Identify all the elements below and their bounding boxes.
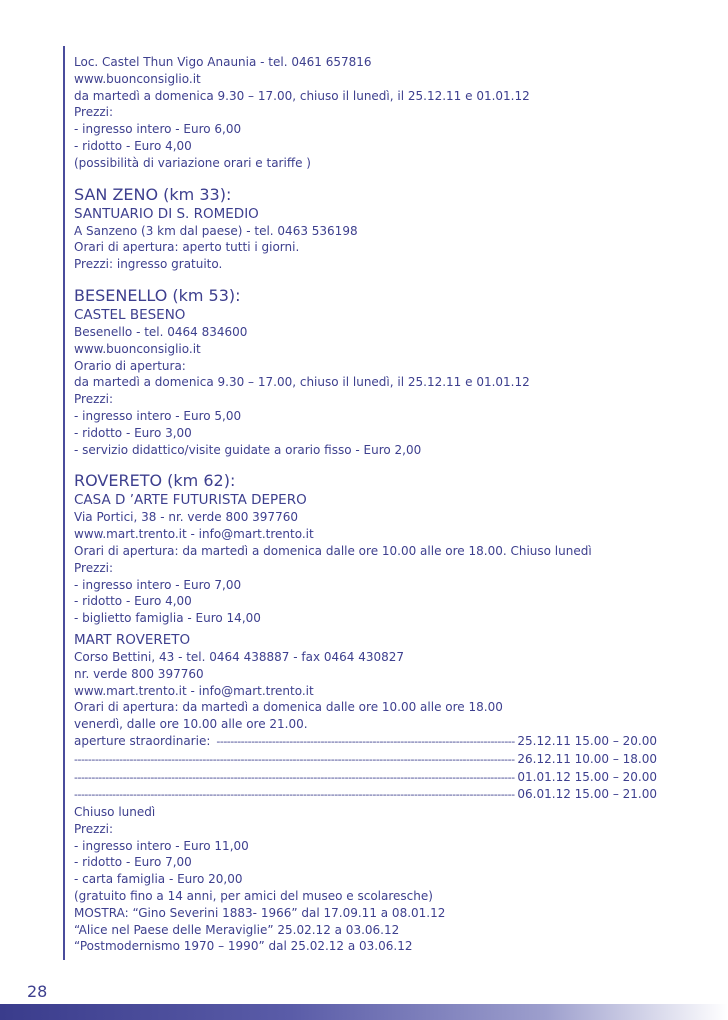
text-line: venerdì, dalle ore 10.00 alle ore 21.00. [74, 717, 308, 732]
dotted-leader [74, 752, 515, 769]
section-rovereto [74, 471, 674, 955]
text-line: - carta famiglia - Euro 20,00 [74, 872, 243, 887]
special-opening-date: 26.12.11 10.00 – 18.00 [517, 751, 657, 766]
text-line: Via Portici, 38 - nr. verde 800 397760 [74, 510, 298, 525]
text-line: (possibilità di variazione orari e tariffe ) [74, 155, 311, 170]
section-title: ROVERETO (km 62): [74, 471, 236, 491]
section-title: SAN ZENO (km 33): [74, 184, 232, 204]
special-opening-row [74, 786, 657, 804]
text-line: Prezzi: [74, 821, 114, 836]
text-line: Besenello - tel. 0464 834600 [74, 324, 248, 339]
text-line: - ridotto - Euro 4,00 [74, 138, 192, 153]
special-opening-date: 01.01.12 15.00 – 20.00 [517, 769, 657, 784]
special-opening-date: 25.12.11 15.00 – 20.00 [517, 733, 657, 748]
text-line: Prezzi: [74, 560, 114, 575]
special-opening-row [74, 751, 657, 769]
intro-block [74, 54, 674, 172]
dotted-leader [216, 734, 515, 751]
special-opening-row [74, 733, 657, 751]
text-line: - ingresso intero - Euro 5,00 [74, 408, 242, 423]
text-line: Prezzi: [74, 392, 114, 407]
section-besenello [74, 286, 674, 458]
text-line: Prezzi: [74, 105, 114, 120]
text-line: da martedì a domenica 9.30 – 17.00, chiuso il lunedì, il 25.12.11 e 01.01.12 [74, 88, 530, 103]
text-line: MOSTRA: “Gino Severini 1883- 1966” dal 17.09.11 a 08.01.12 [74, 905, 446, 920]
text-line: Orari di apertura: da martedì a domenica dalle ore 10.00 alle ore 18.00 [74, 700, 503, 715]
text-line: (gratuito fino a 14 anni, per amici del museo e scolaresche) [74, 889, 433, 904]
text-line: - ingresso intero - Euro 11,00 [74, 838, 249, 853]
text-line: - ingresso intero - Euro 7,00 [74, 577, 242, 592]
text-line: - biglietto famiglia - Euro 14,00 [74, 611, 261, 626]
special-opening-date: 06.01.12 15.00 – 21.00 [517, 787, 657, 802]
venue-name: MART ROVERETO [74, 631, 191, 648]
text-line: Orari di apertura: da martedì a domenica dalle ore 10.00 alle ore 18.00. Chiuso lunedì [74, 543, 592, 558]
special-opening-row [74, 769, 657, 787]
text-line: “Alice nel Paese delle Meraviglie” 25.02.12 a 03.06.12 [74, 922, 400, 937]
text-line: Orari di apertura: aperto tutti i giorni. [74, 240, 300, 255]
dotted-leader [74, 770, 515, 787]
website-link[interactable]: www.mart.trento.it - info@mart.trento.it [74, 527, 314, 542]
venue-name: SANTUARIO DI S. ROMEDIO [74, 205, 259, 222]
text-line: - ridotto - Euro 3,00 [74, 425, 192, 440]
text-line: A Sanzeno (3 km dal paese) - tel. 0463 536198 [74, 223, 358, 238]
text-line: nr. verde 800 397760 [74, 666, 204, 681]
text-line: - ridotto - Euro 4,00 [74, 594, 192, 609]
text-line: Chiuso lunedì [74, 805, 156, 820]
text-line: - ingresso intero - Euro 6,00 [74, 122, 242, 137]
text-line: Corso Bettini, 43 - tel. 0464 438887 - fax 0464 430827 [74, 649, 405, 664]
website-link[interactable]: www.buonconsiglio.it [74, 71, 201, 86]
special-opening-label: aperture straordinarie: [74, 733, 211, 748]
venue-name: CASA D ’ARTE FUTURISTA DEPERO [74, 492, 307, 509]
page-number: 28 [27, 982, 48, 1001]
text-line: - ridotto - Euro 7,00 [74, 855, 192, 870]
text-line: - servizio didattico/visite guidate a orario fisso - Euro 2,00 [74, 442, 422, 457]
dotted-leader [74, 787, 515, 804]
text-line: “Postmodernismo 1970 – 1990” dal 25.02.12 a 03.06.12 [74, 939, 413, 954]
left-margin-rule [63, 46, 65, 960]
footer-gradient-band [0, 1004, 728, 1020]
text-line: Loc. Castel Thun Vigo Anaunia - tel. 0461 657816 [74, 55, 372, 69]
text-line: Prezzi: ingresso gratuito. [74, 257, 223, 272]
venue-name: CASTEL BESENO [74, 306, 186, 323]
page-content [74, 54, 674, 955]
website-link[interactable]: www.buonconsiglio.it [74, 341, 201, 356]
section-title: BESENELLO (km 53): [74, 285, 241, 305]
text-line: Orario di apertura: [74, 358, 186, 373]
section-san-zeno [74, 185, 674, 273]
website-link[interactable]: www.mart.trento.it - info@mart.trento.it [74, 683, 314, 698]
text-line: da martedì a domenica 9.30 – 17.00, chiuso il lunedì, il 25.12.11 e 01.01.12 [74, 375, 530, 390]
